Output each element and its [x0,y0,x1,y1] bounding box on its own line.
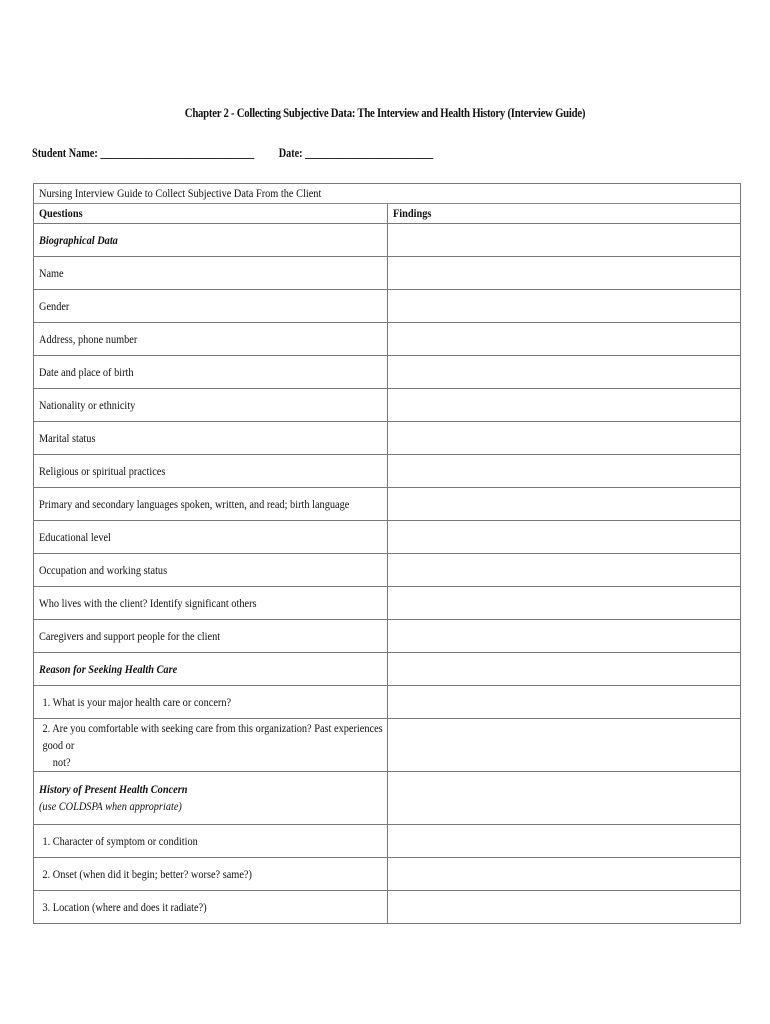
table-caption: Nursing Interview Guide to Collect Subjective Data From the Client [34,184,741,204]
page-title: Chapter 2 - Collecting Subjective Data: The Interview and Health History (Interview Guide) [184,106,586,120]
question-cell: Date and place of birth [34,356,388,389]
table-row [34,858,741,891]
question-cell: 2. Onset (when did it begin; better? worse? same?) [34,858,388,891]
findings-header: Findings [387,204,741,224]
findings-cell[interactable] [387,620,741,653]
question-cell: 1. What is your major health care or concern? [34,686,388,719]
table-row [34,891,741,924]
interview-guide-table [33,183,741,924]
table-row [34,323,741,356]
table-row [34,620,741,653]
table-row [34,686,741,719]
section-heading: History of Present Health Concern (use COLDSPA when appropriate) [34,772,388,825]
findings-cell[interactable] [387,587,741,620]
question-cell: Address, phone number [34,323,388,356]
question-cell: Caregivers and support people for the client [34,620,388,653]
table-row [34,422,741,455]
question-cell: Name [34,257,388,290]
table-row [34,825,741,858]
findings-cell[interactable] [387,772,741,825]
table-row [34,521,741,554]
findings-cell[interactable] [387,686,741,719]
question-cell: Educational level [34,521,388,554]
findings-cell[interactable] [387,290,741,323]
findings-cell[interactable] [387,521,741,554]
findings-cell[interactable] [387,422,741,455]
question-cell: Religious or spiritual practices [34,455,388,488]
table-row [34,554,741,587]
question-cell: 1. Character of symptom or condition [34,825,388,858]
question-cell: 2. Are you comfortable with seeking care from this organization? Past experiences good or not? [34,719,388,772]
table-header-row [34,204,741,224]
table-row [34,455,741,488]
findings-cell[interactable] [387,257,741,290]
question-cell: Primary and secondary languages spoken, written, and read; birth language [34,488,388,521]
findings-cell[interactable] [387,455,741,488]
table-row [34,389,741,422]
findings-cell[interactable] [387,858,741,891]
question-cell: Marital status [34,422,388,455]
section-heading: Biographical Data [34,224,388,257]
findings-cell[interactable] [387,356,741,389]
findings-cell[interactable] [387,825,741,858]
findings-cell[interactable] [387,554,741,587]
question-cell: Who lives with the client? Identify significant others [34,587,388,620]
table-row [34,356,741,389]
table-caption-row [34,184,741,204]
question-cell: 3. Location (where and does it radiate?) [34,891,388,924]
findings-cell[interactable] [387,653,741,686]
table-row [34,587,741,620]
section-row [34,772,741,825]
findings-cell[interactable] [387,389,741,422]
student-info-line [32,146,433,161]
findings-cell[interactable] [387,719,741,772]
student-name-field[interactable]: Student Name: ______________________________ [32,146,255,160]
section-row [34,653,741,686]
table-row [34,290,741,323]
table-row [34,257,741,290]
section-heading: Reason for Seeking Health Care [34,653,388,686]
table-row [34,719,741,772]
findings-cell[interactable] [387,891,741,924]
section-subheading: (use COLDSPA when appropriate) [39,799,182,813]
table-row [34,488,741,521]
findings-cell[interactable] [387,488,741,521]
questions-header: Questions [34,204,388,224]
question-cell: Nationality or ethnicity [34,389,388,422]
findings-cell[interactable] [387,323,741,356]
section-row [34,224,741,257]
question-cell: Gender [34,290,388,323]
question-cell: Occupation and working status [34,554,388,587]
date-field[interactable]: Date: _________________________ [278,146,434,160]
findings-cell[interactable] [387,224,741,257]
